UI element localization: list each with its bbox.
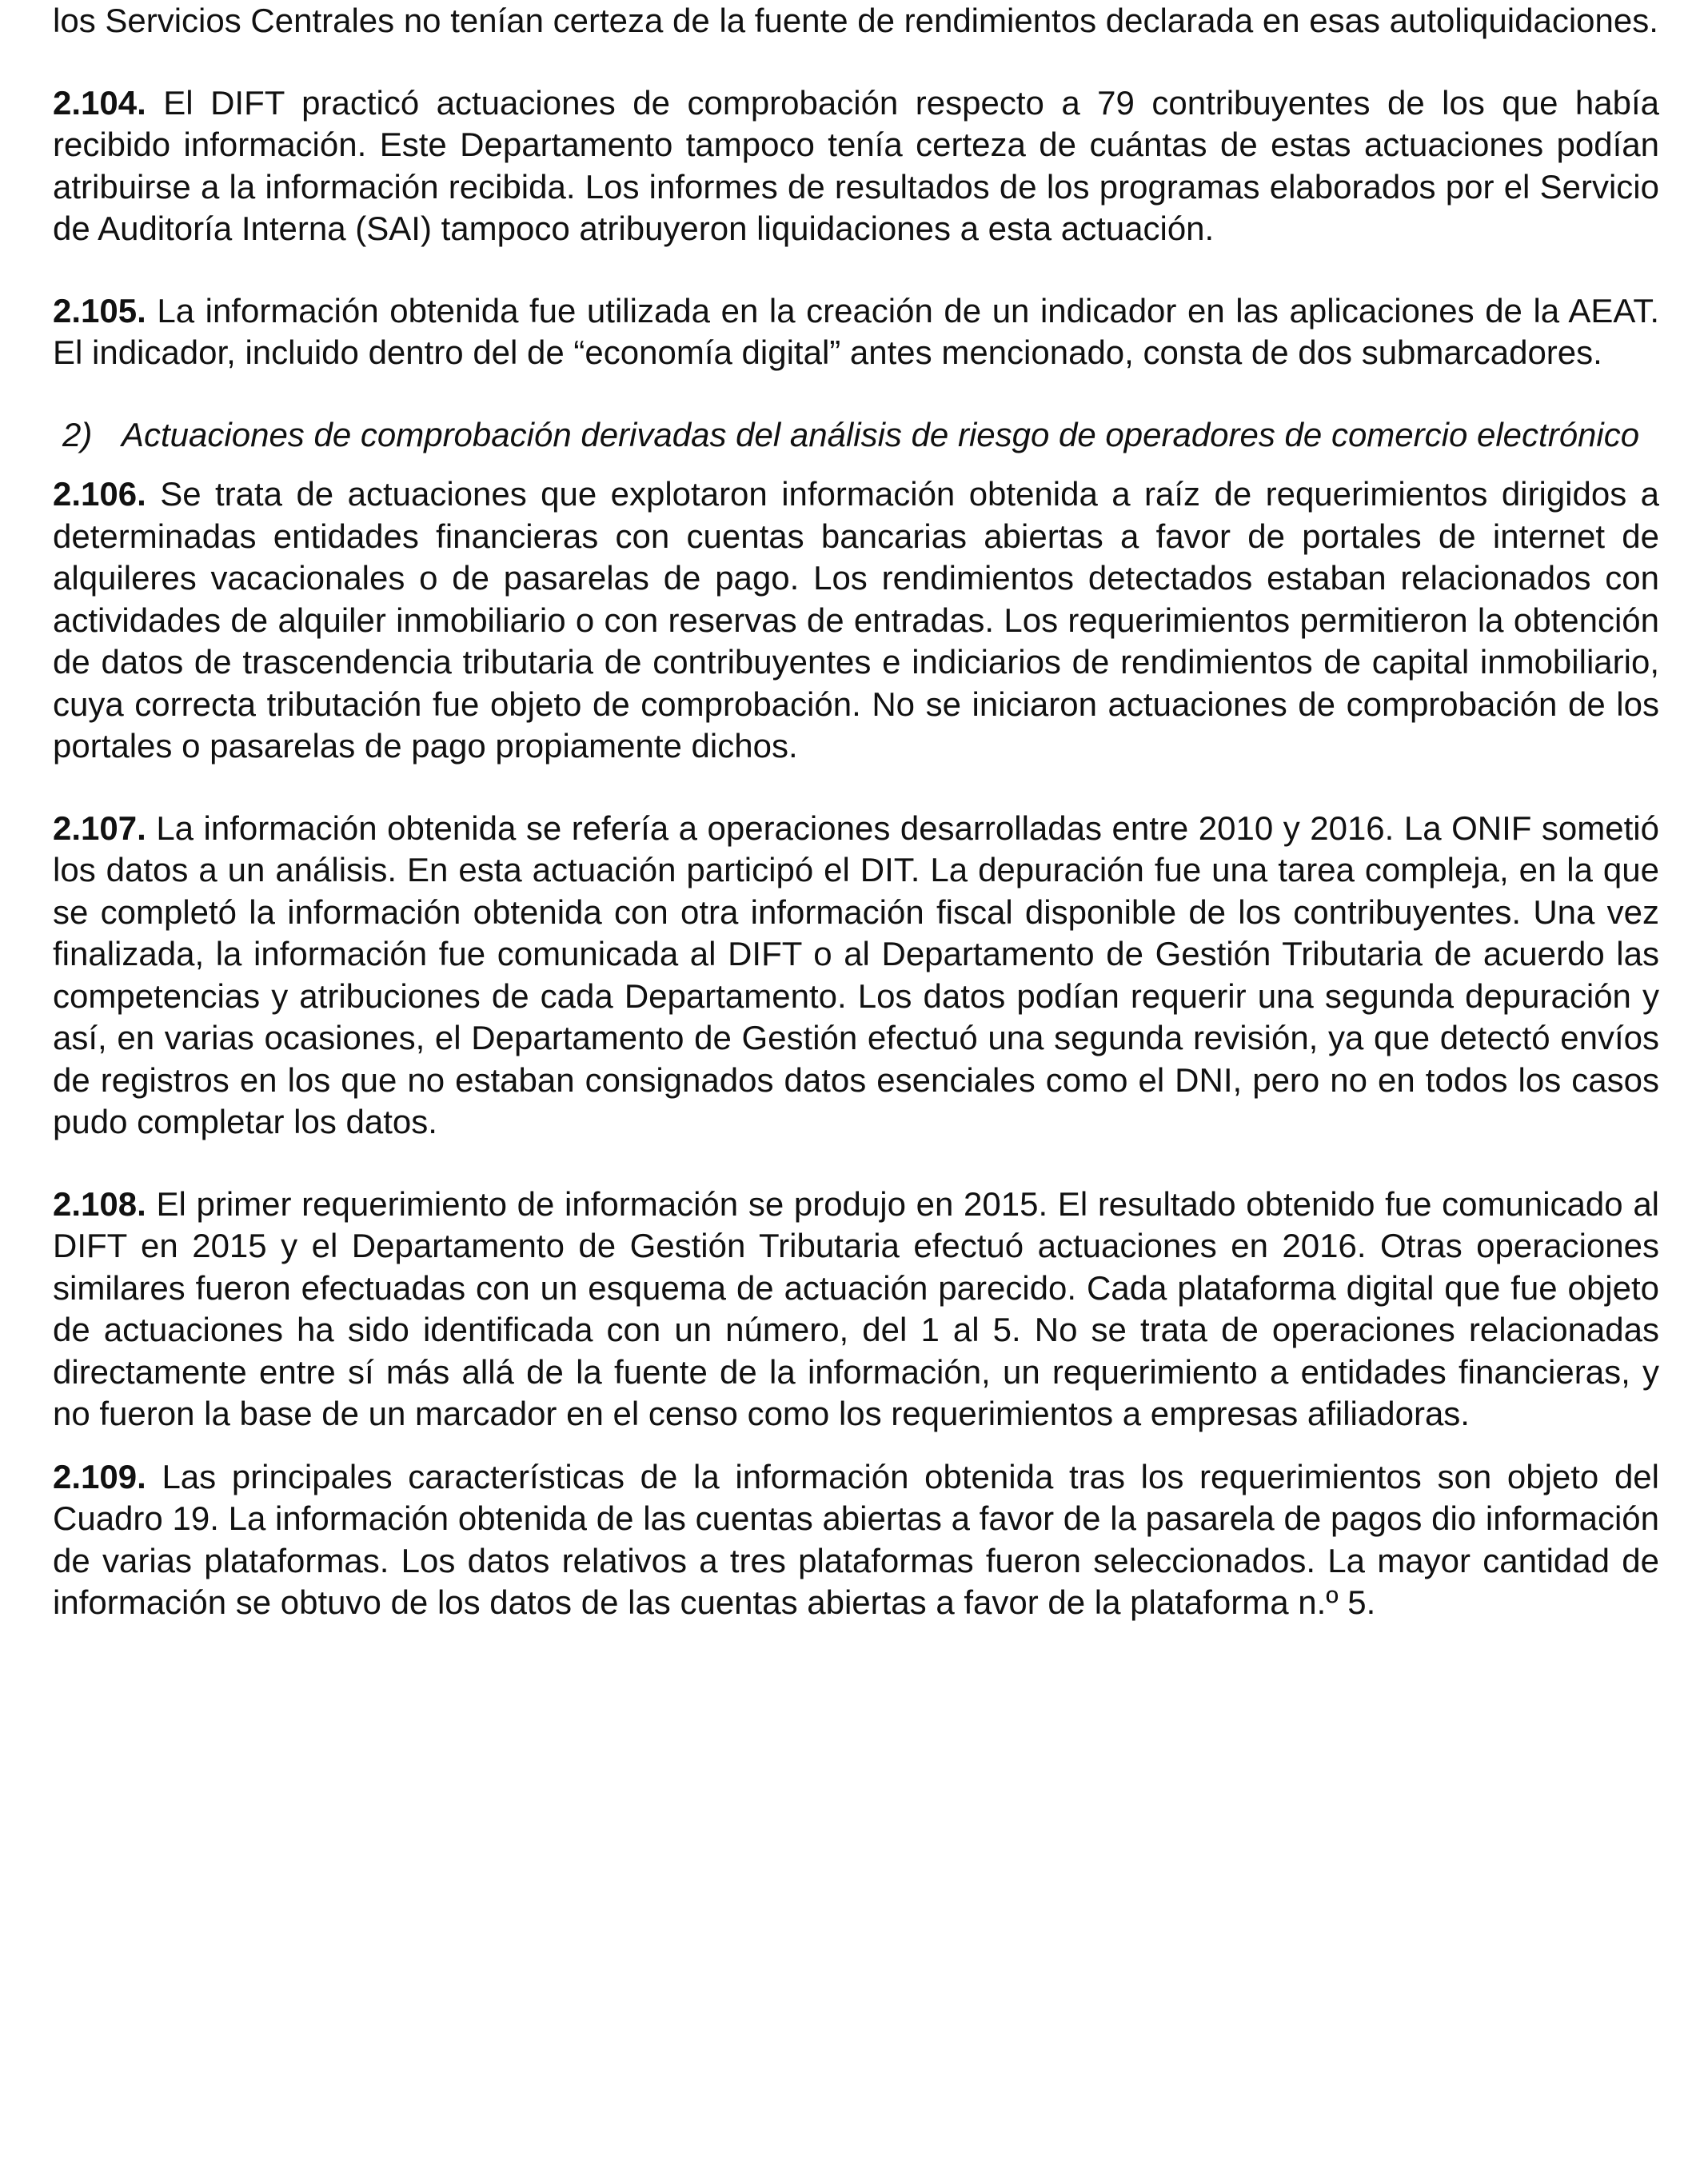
paragraph-2-104 xyxy=(53,82,1659,250)
subheading-text: Actuaciones de comprobación derivadas del análisis de riesgo de operadores de comercio electrónico xyxy=(122,415,1640,453)
document-page xyxy=(53,0,1659,1624)
paragraph-text: El DIFT practicó actuaciones de comprobación respecto a 79 contribuyentes de los que había recibido información. Este Departamento tampoco tenía certeza de cuántas de estas actuaciones podían atribuirse a la información recibida. Los informes de resultados de los programas elaborados por el Servicio de Auditoría Interna (SAI) tampoco atribuyeron liquidaciones a esta actuación. xyxy=(53,83,1660,247)
paragraph-text: Se trata de actuaciones que explotaron información obtenida a raíz de requerimientos dirigidos a determinadas entidades financieras con cuentas bancarias abiertas a favor de portales de internet de alquileres vacacionales o de pasarelas de pago. Los rendimientos detectados estaban relacionados con actividades de alquiler inmobiliario o con reservas de entradas. Los requerimientos permitieron la obtención de datos de trascendencia tributaria de contribuyentes e indiciarios de rendimientos de capital inmobiliario, cuya correcta tributación fue objeto de comprobación. No se iniciaron actuaciones de comprobación de los portales o pasarelas de pago propiamente dichos. xyxy=(53,475,1660,765)
section-subheading xyxy=(53,414,1659,457)
subheading-number: 2) xyxy=(62,415,93,453)
spacer xyxy=(53,456,1659,473)
paragraph-2-107 xyxy=(53,808,1659,1144)
paragraph-number: 2.108. xyxy=(53,1184,146,1223)
spacer xyxy=(53,250,1659,290)
paragraph-number: 2.104. xyxy=(53,83,146,122)
paragraph-2-105 xyxy=(53,290,1659,374)
paragraph-number: 2.106. xyxy=(53,475,146,513)
spacer xyxy=(53,1435,1659,1456)
paragraph-text: Las principales características de la información obtenida tras los requerimientos son objeto del Cuadro 19. La información obtenida de las cuentas abiertas a favor de la pasarela de pagos dio información de varias plataformas. Los datos relativos a tres plataformas fueron seleccionados. La mayor cantidad de información se obtuvo de los datos de las cuentas abiertas a favor de la plataforma n.º 5. xyxy=(53,1457,1659,1621)
paragraph-2-109 xyxy=(53,1456,1659,1624)
spacer xyxy=(53,374,1659,414)
paragraph-number: 2.105. xyxy=(53,291,146,329)
paragraph-number: 2.109. xyxy=(53,1457,146,1495)
paragraph-text: La información obtenida fue utilizada en la creación de un indicador en las aplicaciones de la AEAT. El indicador, incluido dentro del de “economía digital” antes mencionado, consta de dos submarcadores. xyxy=(53,291,1659,371)
spacer xyxy=(53,768,1659,808)
spacer xyxy=(53,1144,1659,1184)
paragraph-text: La información obtenida se refería a operaciones desarrolladas entre 2010 y 2016. La ONIF sometió los datos a un análisis. En esta actuación participó el DIT. La depuración fue una tarea compleja, en la que se completó la información obtenida con otra información fiscal disponible de los contribuyentes. Una vez finalizada, la información fue comunicada al DIFT o al Departamento de Gestión Tributaria de acuerdo las competencias y atribuciones de cada Departamento. Los datos podían requerir una segunda depuración y así, en varias ocasiones, el Departamento de Gestión efectuó una segunda revisión, ya que detectó envíos de registros en los que no estaban consignados datos esenciales como el DNI, pero no en todos los casos pudo completar los datos. xyxy=(53,809,1659,1140)
paragraph-2-106 xyxy=(53,473,1659,768)
paragraph-text: El primer requerimiento de información se produjo en 2015. El resultado obtenido fue comunicado al DIFT en 2015 y el Departamento de Gestión Tributaria efectuó actuaciones en 2016. Otras operaciones similares fueron efectuadas con un esquema de actuación parecido. Cada plataforma digital que fue objeto de actuaciones ha sido identificada con un número, del 1 al 5. No se trata de operaciones relacionadas directamente entre sí más allá de la fuente de la información, un requerimiento a entidades financieras, y no fueron la base de un marcador en el censo como los requerimientos a empresas afiliadoras. xyxy=(53,1184,1660,1432)
paragraph-2-108 xyxy=(53,1184,1659,1435)
spacer xyxy=(53,42,1659,82)
intro-continuation: los Servicios Centrales no tenían certeza de la fuente de rendimientos declarada en esas autoliquidaciones. xyxy=(53,2,1658,39)
paragraph-number: 2.107. xyxy=(53,809,146,847)
